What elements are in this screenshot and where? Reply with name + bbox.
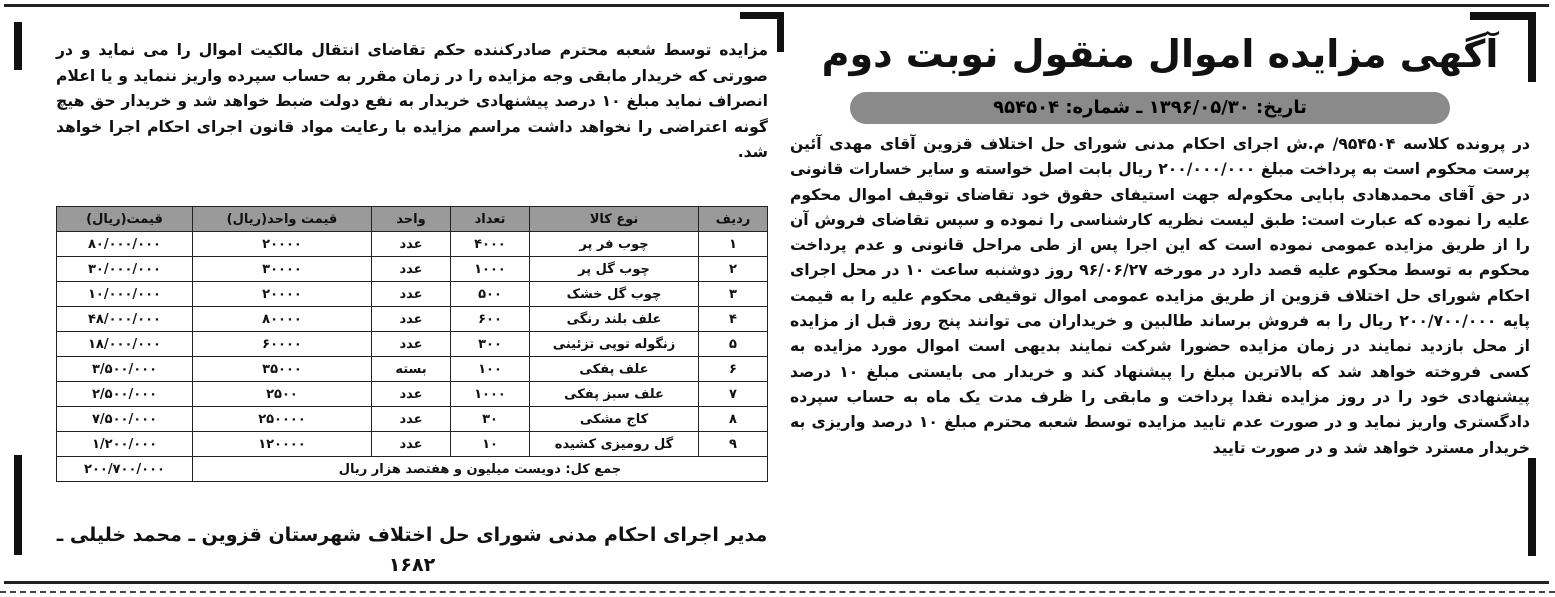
header-unit: واحد [372,207,451,232]
quantity-cell: ۱۰۰۰ [451,257,530,282]
row-number-cell: ۲ [699,257,768,282]
price-cell: ۷/۵۰۰/۰۰۰ [57,407,193,432]
header-quantity: تعداد [451,207,530,232]
unit-price-cell: ۱۲۰۰۰۰ [193,432,372,457]
body-text-left: مزایده توسط شعبه محترم صادرکننده حکم تقاضای انتقال مالکیت اموال را می نماید و در صورتی که خریدار مابقی وجه مزایده را در زمان مقرر به حساب سپرده واریز ننماید و یا اعلام انصراف نماید مبلغ ۱۰ درصد پیشنهادی خریدار به نفع دولت ضبط خواهد شد و خریدار حق هیچ گونه اعتراضی را نخواهد داشت مراسم مزایده با رعایت مواد قانون اجرای احکام اجرا خواهد شد. [56,41,769,161]
table-row [57,432,768,457]
price-cell: ۳/۵۰۰/۰۰۰ [57,357,193,382]
item-type-cell: علف بلند رنگی [530,307,699,332]
total-label: جمع کل: دویست میلیون و هفتصد هزار ریال [193,457,768,482]
item-type-cell: علف سبز پفکی [530,382,699,407]
table-row [57,357,768,382]
corner-bar-bottom-left-v [14,455,22,555]
table-row [57,332,768,357]
table-header-row [57,207,768,232]
unit-cell: عدد [372,257,451,282]
ad-title: آگهی مزایده اموال منقول نوبت دوم [821,32,1499,76]
item-type-cell: چوب گل خشک [530,282,699,307]
unit-price-cell: ۶۰۰۰۰ [193,332,372,357]
table-row [57,407,768,432]
row-number-cell: ۵ [699,332,768,357]
unit-price-cell: ۸۰۰۰۰ [193,307,372,332]
item-type-cell: کاج مشکی [530,407,699,432]
row-number-cell: ۹ [699,432,768,457]
quantity-cell: ۵۰۰ [451,282,530,307]
corner-bar-mid-top-h [740,12,784,19]
price-cell: ۱۸/۰۰۰/۰۰۰ [57,332,193,357]
price-cell: ۳۰/۰۰۰/۰۰۰ [57,257,193,282]
unit-cell: عدد [372,382,451,407]
signature-footer: مدیر اجرای احکام مدنی شورای حل اختلاف شهرستان قزوین ـ محمد خلیلی ـ ۱۶۸۲ [56,524,768,576]
unit-cell: بسته [372,357,451,382]
header-row-number: ردیف [699,207,768,232]
item-type-cell: علف پفکی [530,357,699,382]
unit-cell: عدد [372,332,451,357]
row-number-cell: ۸ [699,407,768,432]
unit-cell: عدد [372,307,451,332]
row-number-cell: ۶ [699,357,768,382]
date-number-bar: تاریخ: ۱۳۹۶/۰۵/۳۰ ـ شماره: ۹۵۴۵۰۴ [850,92,1450,124]
unit-cell: عدد [372,407,451,432]
unit-cell: عدد [372,282,451,307]
header-price: قیمت(ریال) [57,207,193,232]
body-text-right: در پرونده کلاسه ۹۵۴۵۰۴/ م.ش اجرای احکام مدنی شورای حل اختلاف قزوین آقای مهدی آئین پرست محکوم است به پرداخت مبلغ ۲۰۰/۰۰۰/۰۰۰ ریال بابت اصل خواسته و سایر خسارات قانونی در حق آقای محمدهادی بابایی محکوم‌له جهت استیفای حقوق خود تقاضای توقیف اموال محکوم علیه را نموده که عبارت است: طبق لیست نظریه کارشناسی را نموده و سپس تقاضای فروش آن را از طریق مزایده عمومی نموده است که این اجرا پس از طی مراحل قانونی و عدم پرداخت محکوم به توسط محکوم علیه قصد دارد در مورخه ۹۶/۰۶/۲۷ روز دوشنبه ساعت ۱۰ در محل اجرای احکام شورای حل اختلاف قزوین از طریق مزایده عمومی اموال توقیفی محکوم علیه را به قیمت پایه ۲۰۰/۷۰۰/۰۰۰ ریال را به فروش برساند طالبین و خریداران می توانند پنج روز قبل از مزایده از محل بازدید نمایند در زمان مزایده حضورا شرکت نمایند بدیهی است اموال مورد مزایده به کسی فروخته خواهد شد که بالاترین مبلغ را پیشنهاد کند و خریدار می بایستی مبلغ ۱۰ درصد پیشنهادی خود را در روز مزایده نقدا پرداخت و مابقی را ظرف مدت یک ماه به حساب سپرده دادگستری واریز نماید و در صورت عدم تایید مزایده توسط شعبه محترم مبلغ ۱۰ درصد واریزی به خریدار مسترد خواهد شد و در صورت تایید [790,135,1530,457]
table-row [57,282,768,307]
table-row [57,257,768,282]
left-column [56,38,768,166]
quantity-cell: ۶۰۰ [451,307,530,332]
item-type-cell: زنگوله توپی تزئینی [530,332,699,357]
quantity-cell: ۱۰۰ [451,357,530,382]
bottom-dashed-rule [0,591,1555,593]
quantity-cell: ۴۰۰۰ [451,232,530,257]
price-cell: ۲/۵۰۰/۰۰۰ [57,382,193,407]
unit-price-cell: ۲۵۰۰ [193,382,372,407]
item-type-cell: گل رومیزی کشیده [530,432,699,457]
row-number-cell: ۳ [699,282,768,307]
item-type-cell: چوب گل پر [530,257,699,282]
corner-bar-top-left-v [14,22,22,70]
quantity-cell: ۱۰۰۰ [451,382,530,407]
price-cell: ۴۸/۰۰۰/۰۰۰ [57,307,193,332]
right-column [790,16,1530,576]
unit-price-cell: ۲۵۰۰۰۰ [193,407,372,432]
row-number-cell: ۷ [699,382,768,407]
unit-cell: عدد [372,232,451,257]
total-value: ۲۰۰/۷۰۰/۰۰۰ [57,457,193,482]
table-total-row [57,457,768,482]
row-number-cell: ۱ [699,232,768,257]
price-cell: ۱/۲۰۰/۰۰۰ [57,432,193,457]
quantity-cell: ۳۰ [451,407,530,432]
table-row [57,307,768,332]
unit-price-cell: ۳۰۰۰۰ [193,257,372,282]
price-cell: ۱۰/۰۰۰/۰۰۰ [57,282,193,307]
unit-price-cell: ۳۵۰۰۰ [193,357,372,382]
items-table [56,206,768,482]
quantity-cell: ۳۰۰ [451,332,530,357]
price-cell: ۸۰/۰۰۰/۰۰۰ [57,232,193,257]
header-unit-price: قیمت واحد(ریال) [193,207,372,232]
row-number-cell: ۴ [699,307,768,332]
table-row [57,382,768,407]
item-type-cell: چوب فر پر [530,232,699,257]
unit-price-cell: ۲۰۰۰۰ [193,282,372,307]
table-row [57,232,768,257]
header-item-type: نوع کالا [530,207,699,232]
quantity-cell: ۱۰ [451,432,530,457]
unit-cell: عدد [372,432,451,457]
unit-price-cell: ۲۰۰۰۰ [193,232,372,257]
